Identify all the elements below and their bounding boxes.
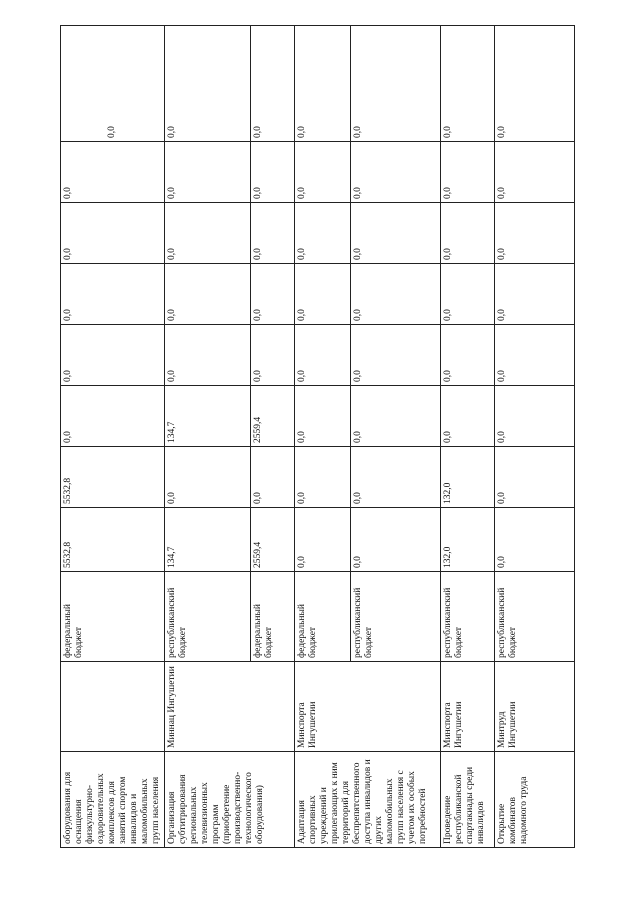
total-cell: 2559,4: [251, 508, 295, 572]
total-cell: 5532,8: [61, 508, 165, 572]
total-cell: 134,7: [165, 508, 251, 572]
year-cell: 0,0: [61, 203, 165, 264]
year-cell: 132,0: [441, 447, 495, 508]
year-cell: 0,0: [61, 325, 165, 386]
year-cell: 0,0: [441, 26, 495, 142]
year-cell: 0,0: [165, 203, 251, 264]
table-row: [61, 26, 165, 848]
source-cell: федеральный бюджет: [251, 572, 295, 662]
activity-cell: Проведение республиканской спартакиады среди инвалидов: [441, 752, 495, 848]
executor-cell: Минтруд Ингушетии: [495, 662, 575, 752]
total-cell: 0,0: [351, 508, 441, 572]
executor-cell: Минспорта Ингушетии: [295, 662, 441, 752]
executor-cell: [61, 662, 165, 752]
year-cell: 0,0: [295, 447, 351, 508]
year-cell: 0,0: [351, 325, 441, 386]
executor-cell: Минспорта Ингушетии: [441, 662, 495, 752]
year-cell: 0,0: [61, 264, 165, 325]
year-cell: 0,0: [251, 325, 295, 386]
year-cell: 0,0: [251, 142, 295, 203]
year-cell: 0,0: [61, 386, 165, 447]
year-cell: 0,0: [441, 386, 495, 447]
year-cell: 0,0: [165, 325, 251, 386]
table-row: [495, 26, 575, 848]
table-row: [165, 26, 251, 848]
year-cell: 0,0: [441, 203, 495, 264]
source-cell: республиканский бюджет: [441, 572, 495, 662]
year-cell: 0,0: [295, 386, 351, 447]
executor-cell: Миннац Ингушетии: [165, 662, 295, 752]
activity-cell: Открытие комбинатов надомного труда: [495, 752, 575, 848]
year-cell: 0,0: [441, 325, 495, 386]
year-cell: 0,0: [495, 26, 575, 142]
total-cell: 0,0: [295, 508, 351, 572]
year-cell: 5532,8: [61, 447, 165, 508]
year-cell: 2559,4: [251, 386, 295, 447]
source-cell: федеральный бюджет: [61, 572, 165, 662]
year-cell: 0,0: [351, 386, 441, 447]
rotated-page: [60, 36, 530, 848]
year-cell: 0,0: [295, 203, 351, 264]
year-cell: 0,0: [351, 26, 441, 142]
year-cell: 0,0: [251, 264, 295, 325]
year-cell: 0,0: [495, 386, 575, 447]
total-cell: 132,0: [441, 508, 495, 572]
source-cell: федеральный бюджет: [295, 572, 351, 662]
year-cell: 0,0: [295, 142, 351, 203]
total-cell: 0,0: [495, 508, 575, 572]
year-cell: 0,0: [61, 142, 165, 203]
year-cell: 0,0: [495, 447, 575, 508]
year-cell: 0,0: [165, 264, 251, 325]
year-cell: 0,0: [295, 26, 351, 142]
year-cell: 134,7: [165, 386, 251, 447]
year-cell: 0,0: [351, 142, 441, 203]
year-cell: 0,0: [295, 264, 351, 325]
activity-cell: Организация субтитрирования региональных телевизионных программ (приобретение производственно-технологического оборудования): [165, 752, 295, 848]
year-cell: 0,0: [351, 264, 441, 325]
year-cell: 0,0: [251, 447, 295, 508]
activity-cell: Адаптация спортивных учреждений и прилегающих к ним территорий для беспрепятственного доступа инвалидов и других маломобильных групп населения с учетом их особых потребностей: [295, 752, 441, 848]
year-cell: 0,0: [251, 203, 295, 264]
year-cell: 0,0: [165, 142, 251, 203]
year-cell: 0,0: [351, 203, 441, 264]
source-cell: республиканский бюджет: [165, 572, 251, 662]
table-row: [441, 26, 495, 848]
year-cell: 0,0: [495, 142, 575, 203]
year-cell: 0,0: [441, 142, 495, 203]
year-cell: 0,0: [61, 26, 165, 142]
source-cell: республиканский бюджет: [351, 572, 441, 662]
year-cell: 0,0: [165, 447, 251, 508]
year-cell: 0,0: [165, 26, 251, 142]
activity-cell: оборудования для оснащения физкультурно-оздоровительных комплексов для занятий спортом инвалидов и маломобильных групп населения: [61, 752, 165, 848]
year-cell: 0,0: [495, 264, 575, 325]
table-row: [295, 26, 351, 848]
source-cell: республиканский бюджет: [495, 572, 575, 662]
year-cell: 0,0: [251, 26, 295, 142]
year-cell: 0,0: [351, 447, 441, 508]
year-cell: 0,0: [495, 203, 575, 264]
year-cell: 0,0: [441, 264, 495, 325]
budget-table: [60, 25, 575, 848]
year-cell: 0,0: [495, 325, 575, 386]
year-cell: 0,0: [295, 325, 351, 386]
